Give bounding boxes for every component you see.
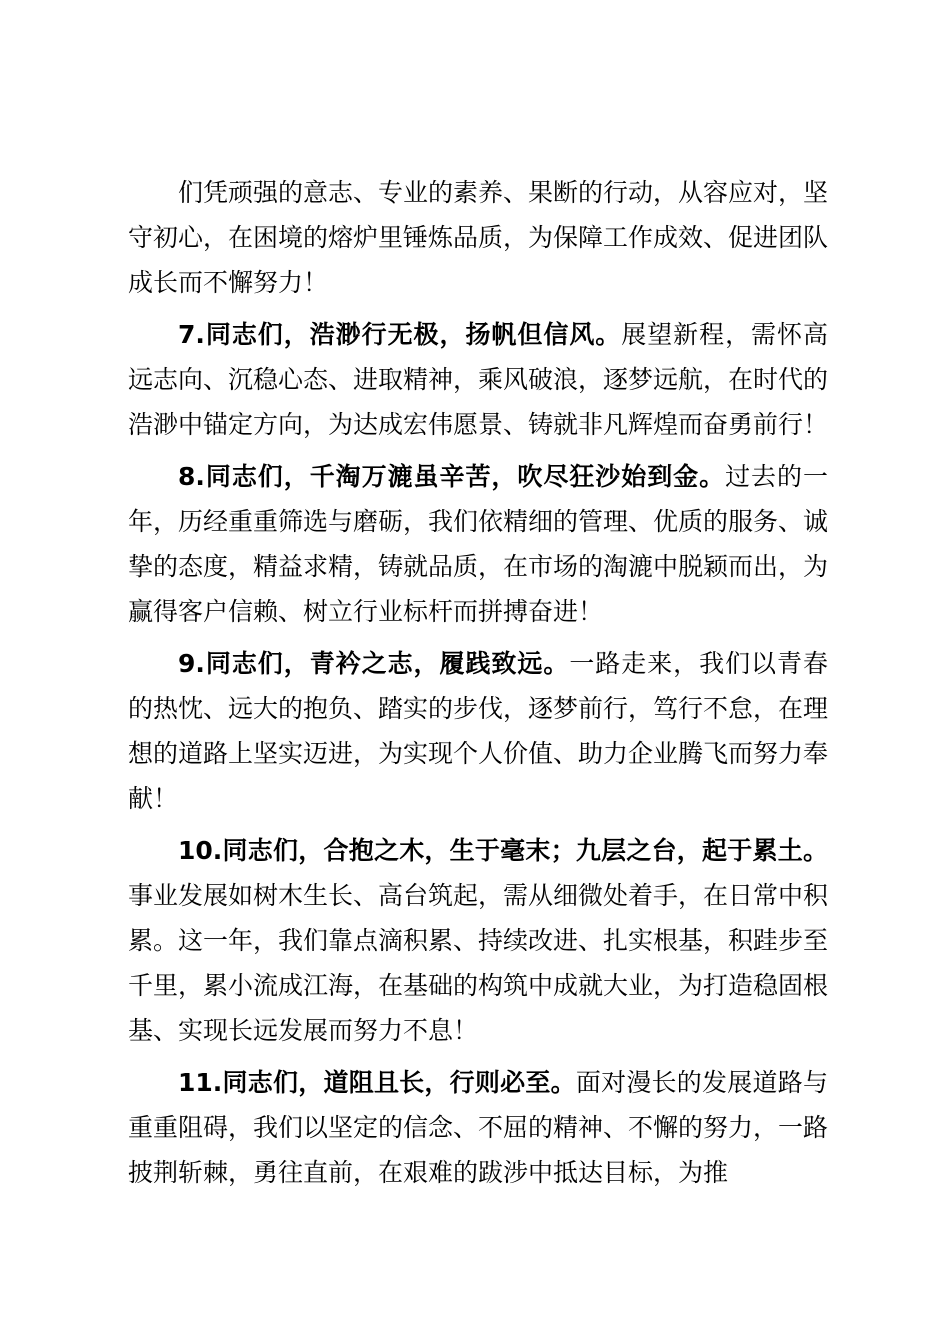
paragraph-lead: 10.同志们，合抱之木，生于毫末；九层之台，起于累土。 (178, 836, 828, 865)
paragraph-text: 过去的一年，历经重重筛选与磨砺，我们依精细的管理、优质的服务、诚挚的态度，精益求精，铸就品质，在市场的淘漉中脱颖而出，为赢得客户信赖、树立行业标杆而拼搏奋进！ (128, 462, 829, 626)
paragraph-text: 事业发展如树木生长、高台筑起，需从细微处着手，在日常中积累。这一年，我们靠点滴积累、持续改进、扎实根基，积跬步至千里，累小流成江海，在基础的构筑中成就大业，为打造稳固根基、实现长远发展而努力不息！ (128, 881, 829, 1045)
document-page (128, 170, 828, 1202)
paragraph-text: 面对漫长的发展道路与重重阻碍，我们以坚定的信念、不屈的精神、不懈的努力，一路披荆斩棘，勇往直前，在艰难的跋涉中抵达目标，为推 (128, 1068, 829, 1187)
paragraph-text: 一路走来，我们以青春的热忱、远大的抱负、踏实的步伐，逐梦前行，笃行不怠，在理想的道路上坚实迈进，为实现个人价值、助力企业腾飞而努力奉献！ (128, 649, 829, 813)
paragraph-7 (128, 312, 828, 447)
paragraph-lead: 11.同志们，道阻且长，行则必至。 (178, 1068, 576, 1097)
paragraph-continuation (128, 170, 828, 305)
paragraph-text: 展望新程，需怀高远志向、沉稳心态、进取精神，乘风破浪，逐梦远航，在时代的浩渺中锚定方向，为达成宏伟愿景、铸就非凡辉煌而奋勇前行！ (128, 320, 829, 439)
paragraph-8 (128, 454, 828, 634)
paragraph-lead: 7.同志们，浩渺行无极，扬帆但信风。 (178, 320, 622, 349)
paragraph-10 (128, 828, 828, 1053)
paragraph-text: 们凭顽强的意志、专业的素养、果断的行动，从容应对，坚守初心，在困境的熔炉里锤炼品质，为保障工作成效、促进团队成长而不懈努力！ (128, 178, 829, 297)
paragraph-lead: 8.同志们，千淘万漉虽辛苦，吹尽狂沙始到金。 (178, 462, 726, 491)
paragraph-9 (128, 641, 828, 821)
paragraph-11 (128, 1060, 828, 1195)
paragraph-lead: 9.同志们，青衿之志，履践致远。 (178, 649, 570, 678)
